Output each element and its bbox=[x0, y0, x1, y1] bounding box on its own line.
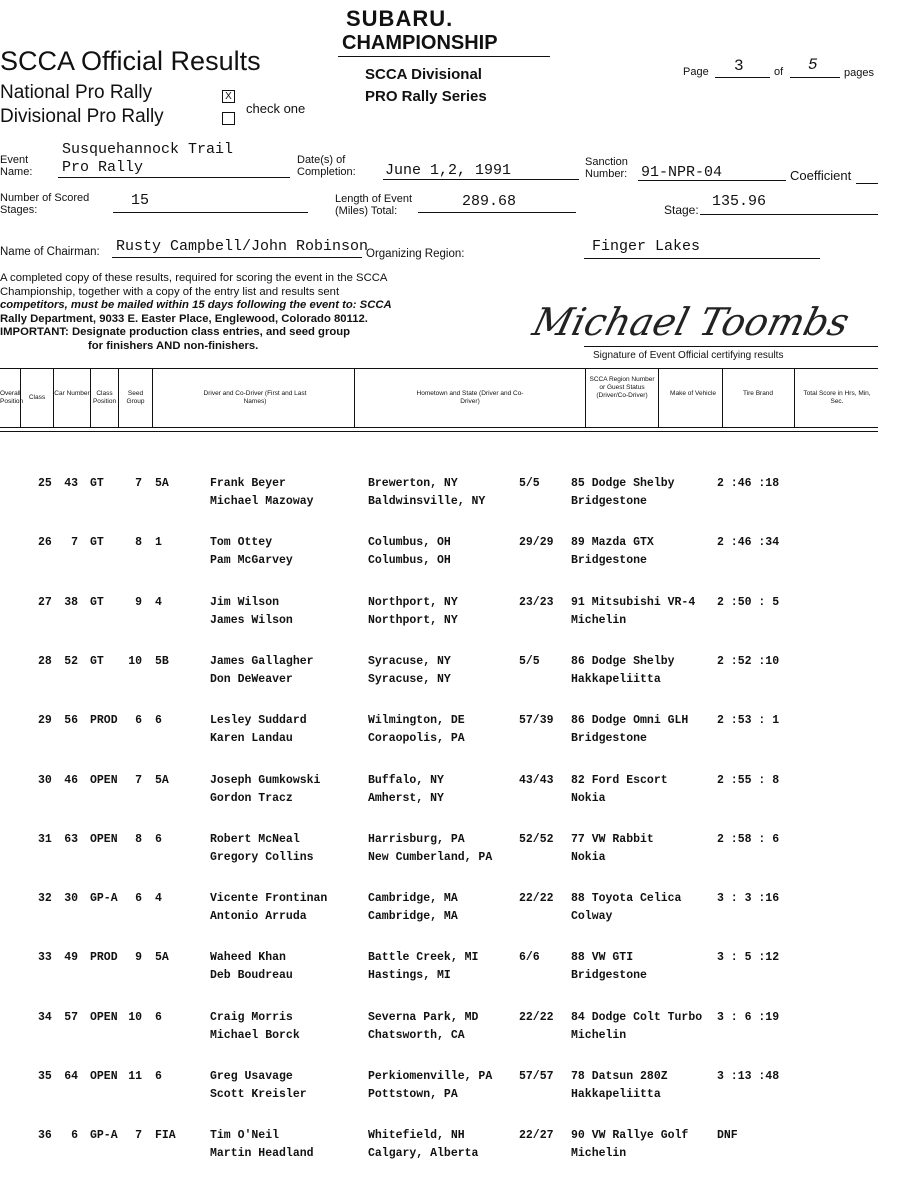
driver-name: Frank Beyer bbox=[210, 477, 286, 490]
region-status: 29/29 bbox=[519, 536, 554, 550]
tire-brand: Bridgestone bbox=[571, 495, 647, 508]
car-number: 30 bbox=[64, 892, 78, 906]
car-number: 6 bbox=[71, 1129, 78, 1143]
result-row bbox=[0, 593, 878, 633]
event-name-line1[interactable]: Susquehannock Trail bbox=[62, 141, 234, 158]
region-status: 57/57 bbox=[519, 1070, 554, 1083]
total-score: 2 :53 : 1 bbox=[717, 714, 780, 728]
notice-line-2: Championship, together with a copy of the entry list and results sent bbox=[0, 285, 340, 298]
total-score: 2 :52 :10 bbox=[717, 654, 780, 668]
tire-brand: Hakkapeliitta bbox=[571, 1088, 661, 1101]
codriver-hometown: Amherst, NY bbox=[368, 791, 444, 805]
region-status: 23/23 bbox=[519, 595, 554, 609]
tire-brand: Bridgestone bbox=[571, 732, 647, 746]
total-score: 2 :46 :34 bbox=[717, 536, 780, 550]
tire-brand: Michelin bbox=[571, 613, 627, 627]
class-position: 9 bbox=[135, 951, 142, 965]
divisional-pro-rally-label: Divisional Pro Rally bbox=[0, 106, 164, 127]
driver-hometown: Whitefield, NH bbox=[368, 1129, 465, 1143]
coefficient-label: Coefficient bbox=[790, 168, 852, 183]
total-score: 2 :58 : 6 bbox=[717, 832, 780, 846]
subaru-logo: SUBARU. bbox=[346, 6, 454, 31]
class: PROD bbox=[90, 714, 118, 728]
vehicle-make: 86 Dodge Omni GLH bbox=[571, 714, 689, 728]
result-row bbox=[0, 889, 878, 929]
codriver-hometown: Syracuse, NY bbox=[368, 672, 451, 686]
signature-label: Signature of Event Official certifying results bbox=[593, 350, 784, 361]
car-number: 52 bbox=[64, 654, 78, 668]
sanction-number[interactable]: 91-NPR-04 bbox=[641, 164, 723, 181]
col-car: Car Number bbox=[54, 390, 90, 397]
driver-hometown: Battle Creek, MI bbox=[368, 951, 479, 965]
region-status: 22/27 bbox=[519, 1129, 554, 1143]
scored-stages-label: Number of Scored Stages: bbox=[0, 192, 90, 216]
organizing-region-label: Organizing Region: bbox=[366, 248, 465, 260]
codriver-name: Deb Boudreau bbox=[210, 969, 293, 983]
scored-stages-count[interactable]: 15 bbox=[131, 192, 150, 209]
car-number: 56 bbox=[64, 714, 78, 728]
tire-brand: Hakkapeliitta bbox=[571, 672, 661, 686]
notice-line-5: IMPORTANT: Designate production class entries, and seed group bbox=[0, 326, 351, 338]
tire-brand: Colway bbox=[571, 910, 613, 924]
header-top-rule bbox=[0, 368, 878, 369]
codriver-name: Don DeWeaver bbox=[210, 672, 293, 686]
seed-group: 6 bbox=[155, 714, 162, 728]
car-number: 43 bbox=[64, 477, 78, 490]
class: PROD bbox=[90, 951, 118, 965]
overall-position: 26 bbox=[38, 536, 52, 550]
completion-date-label: Date(s) of Completion: bbox=[297, 154, 356, 178]
pages-label: pages bbox=[844, 67, 874, 79]
driver-hometown: Columbus, OH bbox=[368, 536, 451, 550]
region-status: 5/5 bbox=[519, 477, 540, 490]
total-score: 2 :46 :18 bbox=[717, 477, 780, 490]
overall-position: 27 bbox=[38, 595, 52, 609]
driver-hometown: Wilmington, DE bbox=[368, 714, 465, 728]
championship-underline bbox=[338, 56, 550, 57]
chairman-label: Name of Chairman: bbox=[0, 246, 100, 258]
tire-brand: Michelin bbox=[571, 1147, 627, 1161]
signature-line bbox=[584, 346, 878, 347]
class-position: 10 bbox=[128, 654, 142, 668]
organizing-region[interactable]: Finger Lakes bbox=[592, 238, 701, 255]
result-row bbox=[0, 771, 878, 811]
car-number: 64 bbox=[64, 1070, 78, 1083]
region-line bbox=[584, 258, 820, 259]
codriver-hometown: Cambridge, MA bbox=[368, 910, 458, 924]
divisional-checkbox[interactable] bbox=[222, 112, 235, 125]
mailing-notice bbox=[0, 272, 392, 353]
vehicle-make: 77 VW Rabbit bbox=[571, 832, 654, 846]
total-score: 2 :55 : 8 bbox=[717, 773, 780, 787]
notice-line-1: A completed copy of these results, required for scoring the event in the SCCA bbox=[0, 272, 388, 284]
driver-hometown: Severna Park, MD bbox=[368, 1010, 479, 1024]
driver-name: Tom Ottey bbox=[210, 536, 273, 550]
class: GP-A bbox=[90, 1129, 118, 1143]
national-pro-rally-label: National Pro Rally bbox=[0, 82, 153, 103]
class-position: 7 bbox=[135, 1129, 142, 1143]
col-divider bbox=[658, 369, 659, 427]
result-row bbox=[0, 652, 878, 692]
car-number: 57 bbox=[64, 1010, 78, 1024]
vehicle-make: 85 Dodge Shelby bbox=[571, 477, 675, 490]
completion-date[interactable]: June 1,2, 1991 bbox=[385, 162, 512, 179]
driver-hometown: Brewerton, NY bbox=[368, 477, 458, 490]
stage-miles-label: Stage: bbox=[664, 203, 699, 217]
driver-name: Greg Usavage bbox=[210, 1070, 293, 1083]
overall-position: 29 bbox=[38, 714, 52, 728]
car-number: 38 bbox=[64, 595, 78, 609]
region-status: 43/43 bbox=[519, 773, 554, 787]
driver-hometown: Northport, NY bbox=[368, 595, 458, 609]
sanction-line bbox=[638, 180, 786, 181]
result-row bbox=[0, 830, 878, 870]
header-bottom-rule-2 bbox=[0, 431, 878, 432]
vehicle-make: 86 Dodge Shelby bbox=[571, 654, 675, 668]
page-field-line bbox=[715, 77, 770, 78]
codriver-hometown: Chatsworth, CA bbox=[368, 1028, 465, 1042]
class: GT bbox=[90, 536, 104, 550]
class: OPEN bbox=[90, 832, 118, 846]
car-number: 7 bbox=[71, 536, 78, 550]
total-score: 3 : 3 :16 bbox=[717, 892, 780, 906]
tire-brand: Bridgestone bbox=[571, 969, 647, 983]
stage-miles[interactable]: 135.96 bbox=[712, 193, 767, 210]
vehicle-make: 78 Datsun 280Z bbox=[571, 1070, 668, 1083]
driver-name: James Gallagher bbox=[210, 654, 314, 668]
codriver-name: Scott Kreisler bbox=[210, 1088, 307, 1101]
col-divider bbox=[152, 369, 153, 427]
overall-position: 30 bbox=[38, 773, 52, 787]
col-driver: Driver and Co-Driver (First and Last Names) bbox=[203, 390, 307, 405]
region-status: 22/22 bbox=[519, 892, 554, 906]
class: OPEN bbox=[90, 773, 118, 787]
codriver-hometown: Northport, NY bbox=[368, 613, 458, 627]
vehicle-make: 88 Toyota Celica bbox=[571, 892, 682, 906]
tire-brand: Nokia bbox=[571, 850, 606, 864]
event-length-label: Length of Event (Miles) Total: bbox=[335, 193, 413, 217]
region-status: 5/5 bbox=[519, 654, 540, 668]
overall-position: 31 bbox=[38, 832, 52, 846]
class: OPEN bbox=[90, 1010, 118, 1024]
driver-name: Jim Wilson bbox=[210, 595, 280, 609]
class-position: 6 bbox=[135, 714, 142, 728]
overall-position: 28 bbox=[38, 654, 52, 668]
car-number: 46 bbox=[64, 773, 78, 787]
class: GP-A bbox=[90, 892, 118, 906]
seed-group: 6 bbox=[155, 1070, 162, 1083]
event-name-line2[interactable]: Pro Rally bbox=[62, 159, 144, 176]
vehicle-make: 90 VW Rallye Golf bbox=[571, 1129, 689, 1143]
event-name-line bbox=[58, 177, 290, 178]
codriver-name: Gregory Collins bbox=[210, 850, 314, 864]
result-row bbox=[0, 533, 878, 573]
col-divider bbox=[354, 369, 355, 427]
overall-position: 32 bbox=[38, 892, 52, 906]
class-position: 9 bbox=[135, 595, 142, 609]
coefficient-line bbox=[856, 183, 878, 184]
codriver-hometown: Calgary, Alberta bbox=[368, 1147, 479, 1161]
stage-line bbox=[700, 214, 878, 215]
result-row bbox=[0, 1008, 878, 1048]
codriver-hometown: Columbus, OH bbox=[368, 554, 451, 568]
notice-line-4: Rally Department, 9033 E. Easter Place, Englewood, Colorado 80112. bbox=[0, 312, 368, 325]
total-score: 3 : 5 :12 bbox=[717, 951, 780, 965]
result-row bbox=[0, 1067, 878, 1107]
codriver-name: Gordon Tracz bbox=[210, 791, 293, 805]
col-divider bbox=[794, 369, 795, 427]
overall-position: 36 bbox=[38, 1129, 52, 1143]
region-status: 6/6 bbox=[519, 951, 540, 965]
col-region: SCCA Region Number or Guest Status (Driver/Co-Driver) bbox=[589, 376, 655, 399]
col-tire: Tire Brand bbox=[742, 390, 774, 397]
col-total-score: Total Score in Hrs, Min, Sec. bbox=[803, 390, 871, 405]
driver-name: Vicente Frontinan bbox=[210, 892, 328, 906]
result-row bbox=[0, 711, 878, 751]
tire-brand: Michelin bbox=[571, 1028, 627, 1042]
page-of-label: of bbox=[774, 66, 784, 78]
col-overall: Overall Position bbox=[0, 390, 24, 405]
vehicle-make: 89 Mazda GTX bbox=[571, 536, 654, 550]
total-score: 3 :13 :48 bbox=[717, 1070, 780, 1083]
codriver-name: Antonio Arruda bbox=[210, 910, 307, 924]
vehicle-make: 84 Dodge Colt Turbo bbox=[571, 1010, 703, 1024]
seed-group: 4 bbox=[155, 892, 162, 906]
region-status: 22/22 bbox=[519, 1010, 554, 1024]
seed-group: 6 bbox=[155, 1010, 162, 1024]
official-signature: Michael Toombs bbox=[528, 300, 854, 344]
tire-brand: Nokia bbox=[571, 791, 606, 805]
driver-name: Tim O'Neil bbox=[210, 1129, 280, 1143]
overall-position: 33 bbox=[38, 951, 52, 965]
driver-name: Robert McNeal bbox=[210, 832, 300, 846]
codriver-hometown: Coraopolis, PA bbox=[368, 732, 465, 746]
seed-group: 5A bbox=[155, 477, 169, 490]
check-one-label: check one bbox=[246, 101, 306, 116]
tire-brand: Bridgestone bbox=[571, 554, 647, 568]
seed-group: 6 bbox=[155, 832, 162, 846]
page-number[interactable]: 3 bbox=[734, 57, 744, 75]
driver-name: Lesley Suddard bbox=[210, 714, 307, 728]
divisional-heading: SCCA Divisional bbox=[365, 66, 482, 83]
col-make: Make of Vehicle bbox=[670, 390, 716, 397]
event-length-total[interactable]: 289.68 bbox=[462, 193, 517, 210]
championship-heading: CHAMPIONSHIP bbox=[342, 32, 498, 54]
driver-hometown: Harrisburg, PA bbox=[368, 832, 465, 846]
national-checkbox[interactable]: X bbox=[222, 90, 235, 103]
class: GT bbox=[90, 477, 104, 490]
vehicle-make: 82 Ford Escort bbox=[571, 773, 668, 787]
codriver-name: James Wilson bbox=[210, 613, 293, 627]
codriver-name: Martin Headland bbox=[210, 1147, 314, 1161]
seed-group: 5A bbox=[155, 773, 169, 787]
class-position: 6 bbox=[135, 892, 142, 906]
stages-line bbox=[113, 212, 308, 213]
seed-group: 5B bbox=[155, 654, 169, 668]
col-class-position: Class Position bbox=[92, 390, 117, 405]
class-position: 7 bbox=[135, 477, 142, 490]
codriver-hometown: Pottstown, PA bbox=[368, 1088, 458, 1101]
codriver-hometown: New Cumberland, PA bbox=[368, 850, 493, 864]
driver-hometown: Perkiomenville, PA bbox=[368, 1070, 493, 1083]
total-field-line bbox=[790, 77, 840, 78]
chairman-name[interactable]: Rusty Campbell/John Robinson bbox=[116, 238, 369, 255]
driver-hometown: Syracuse, NY bbox=[368, 654, 451, 668]
driver-name: Waheed Khan bbox=[210, 951, 286, 965]
class: GT bbox=[90, 654, 104, 668]
total-score: 3 : 6 :19 bbox=[717, 1010, 780, 1024]
series-heading: PRO Rally Series bbox=[365, 88, 487, 105]
notice-line-6: for finishers AND non-finishers. bbox=[88, 339, 259, 352]
codriver-name: Karen Landau bbox=[210, 732, 293, 746]
driver-name: Craig Morris bbox=[210, 1010, 293, 1024]
car-number: 63 bbox=[64, 832, 78, 846]
overall-position: 35 bbox=[38, 1070, 52, 1083]
date-line bbox=[383, 179, 579, 180]
col-seed-group: Seed Group bbox=[126, 390, 145, 405]
sanction-number-label: Sanction Number: bbox=[585, 156, 628, 180]
car-number: 49 bbox=[64, 951, 78, 965]
overall-position: 34 bbox=[38, 1010, 52, 1024]
length-line bbox=[418, 212, 576, 213]
class-position: 11 bbox=[128, 1070, 142, 1083]
codriver-name: Michael Borck bbox=[210, 1028, 300, 1042]
col-hometown: Hometown and State (Driver and Co-Driver) bbox=[416, 390, 524, 405]
seed-group: 1 bbox=[155, 536, 162, 550]
seed-group: 4 bbox=[155, 595, 162, 609]
page-total[interactable]: 5 bbox=[808, 56, 818, 74]
codriver-hometown: Hastings, MI bbox=[368, 969, 451, 983]
seed-group: FIA bbox=[155, 1129, 176, 1143]
driver-name: Joseph Gumkowski bbox=[210, 773, 321, 787]
chairman-line bbox=[112, 257, 362, 258]
class: GT bbox=[90, 595, 104, 609]
result-row bbox=[0, 474, 878, 514]
total-score: DNF bbox=[717, 1129, 738, 1143]
region-status: 57/39 bbox=[519, 714, 554, 728]
seed-group: 5A bbox=[155, 951, 169, 965]
class-position: 8 bbox=[135, 536, 142, 550]
region-status: 52/52 bbox=[519, 832, 554, 846]
result-row bbox=[0, 948, 878, 988]
col-divider bbox=[53, 369, 54, 427]
driver-hometown: Buffalo, NY bbox=[368, 773, 444, 787]
total-score: 2 :50 : 5 bbox=[717, 595, 780, 609]
codriver-hometown: Baldwinsville, NY bbox=[368, 495, 486, 508]
page-label: Page bbox=[683, 66, 709, 78]
col-divider bbox=[722, 369, 723, 427]
codriver-name: Pam McGarvey bbox=[210, 554, 293, 568]
vehicle-make: 88 VW GTI bbox=[571, 951, 634, 965]
notice-line-3: competitors, must be mailed within 15 days following the event to: SCCA bbox=[0, 299, 392, 311]
col-class: Class bbox=[28, 394, 46, 401]
class: OPEN bbox=[90, 1070, 118, 1083]
class-position: 8 bbox=[135, 832, 142, 846]
overall-position: 25 bbox=[38, 477, 52, 490]
class-position: 10 bbox=[128, 1010, 142, 1024]
form-title: SCCA Official Results bbox=[0, 46, 261, 76]
header-bottom-rule bbox=[0, 427, 878, 428]
driver-hometown: Cambridge, MA bbox=[368, 892, 458, 906]
codriver-name: Michael Mazoway bbox=[210, 495, 314, 508]
vehicle-make: 91 Mitsubishi VR-4 bbox=[571, 595, 696, 609]
class-position: 7 bbox=[135, 773, 142, 787]
result-row bbox=[0, 1126, 878, 1166]
event-name-label: Event Name: bbox=[0, 154, 33, 178]
